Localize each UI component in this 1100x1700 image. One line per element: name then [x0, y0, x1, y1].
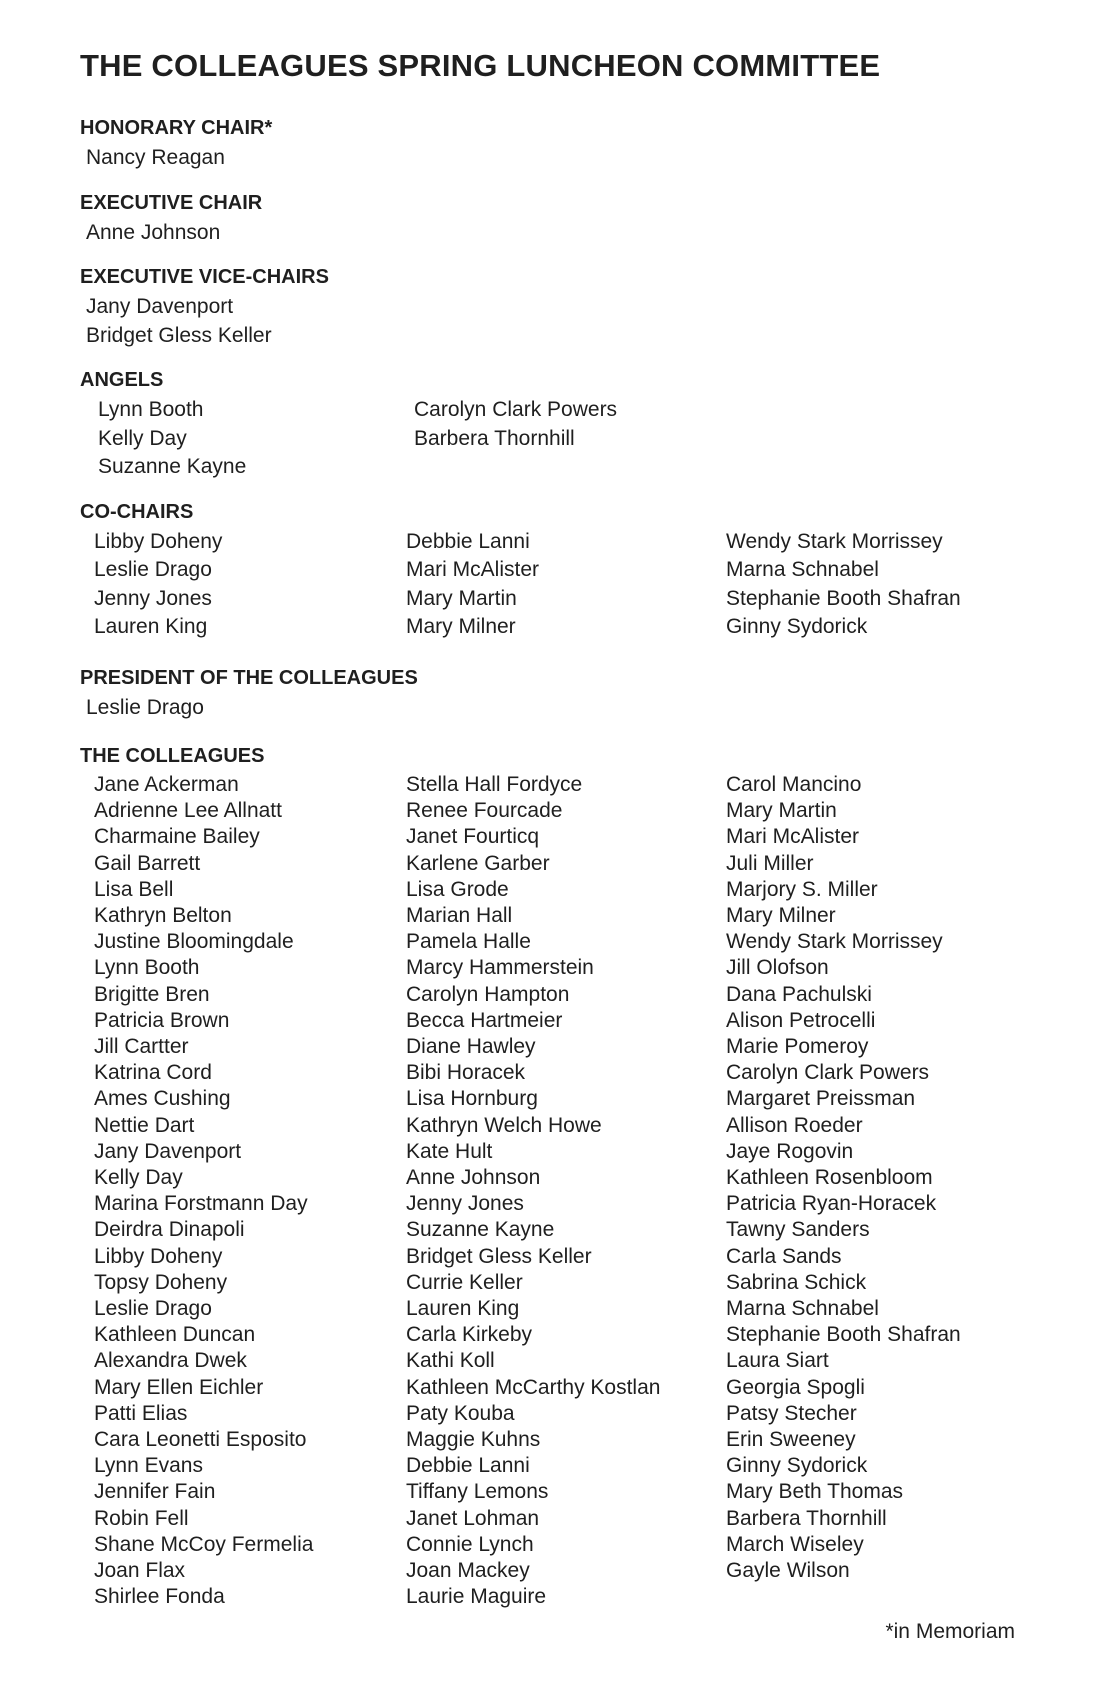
name-column: [86, 396, 402, 482]
name-item: Stephanie Booth Shafran: [726, 1323, 961, 1347]
president-section: [80, 666, 1040, 723]
name-item: Mari McAlister: [726, 825, 860, 849]
name-column: [398, 528, 718, 642]
section-heading: THE COLLEAGUES: [80, 745, 265, 767]
name-item: Jill Cartter: [94, 1035, 189, 1059]
name-item: Alexandra Dwek: [94, 1349, 247, 1373]
section-heading: CO-CHAIRS: [80, 500, 194, 523]
name-column: [86, 528, 398, 642]
name-item: Carolyn Clark Powers: [414, 398, 618, 421]
section-heading: EXECUTIVE CHAIR: [80, 191, 263, 214]
name-column: [86, 772, 398, 1611]
name-column: [718, 772, 1038, 1611]
name-item: Juli Miller: [726, 851, 814, 875]
name-item: Mary Beth Thomas: [726, 1480, 904, 1504]
name-item: Justine Bloomingdale: [94, 930, 294, 954]
name-item: Lynn Evans: [94, 1454, 203, 1478]
page-title: THE COLLEAGUES SPRING LUNCHEON COMMITTEE: [80, 48, 881, 83]
name-column: [402, 396, 726, 482]
name-item: Lynn Booth: [94, 956, 200, 980]
name-item: Carla Kirkeby: [406, 1323, 533, 1347]
name-item: Ginny Sydorick: [726, 615, 868, 638]
name-item: Jennifer Fain: [94, 1480, 216, 1504]
footnote: *in Memoriam: [885, 1620, 1015, 1643]
name-item: Jenny Jones: [406, 1192, 524, 1216]
section-heading: EXECUTIVE VICE-CHAIRS: [80, 266, 329, 288]
name-item: Paty Kouba: [406, 1401, 515, 1425]
name-item: Nettie Dart: [94, 1113, 195, 1137]
name-item: Barbera Thornhill: [414, 426, 575, 450]
name-item: Topsy Doheny: [94, 1270, 228, 1294]
name-item: Stella Hall Fordyce: [406, 773, 583, 796]
name-item: Lisa Hornburg: [406, 1087, 538, 1111]
name-item: Sabrina Schick: [726, 1270, 867, 1294]
name-item: Janet Fourticq: [406, 825, 540, 849]
name-item: Marie Pomeroy: [726, 1035, 869, 1059]
name-item: Renee Fourcade: [406, 799, 563, 823]
name-item: Jill Olofson: [726, 956, 829, 980]
name-item: Janet Lohman: [406, 1506, 540, 1530]
name-item: Suzanne Kayne: [98, 455, 247, 478]
name-item: Brigitte Bren: [94, 982, 210, 1006]
name-item: Kathryn Welch Howe: [406, 1113, 602, 1137]
name-item: Gail Barrett: [94, 851, 201, 875]
name-item: Jaye Rogovin: [726, 1139, 854, 1163]
name-item: Mary Milner: [406, 615, 516, 638]
name-item: Lauren King: [94, 615, 208, 638]
name-item: Bridget Gless Keller: [86, 323, 272, 347]
name-item: March Wiseley: [726, 1532, 864, 1556]
name-item: Stephanie Booth Shafran: [726, 586, 961, 610]
name-item: Nancy Reagan: [86, 146, 225, 169]
name-item: Becca Hartmeier: [406, 1008, 563, 1032]
name-list: [80, 694, 1040, 723]
name-item: Laurie Maguire: [406, 1585, 547, 1609]
name-item: Anne Johnson: [406, 1166, 541, 1190]
section-heading: PRESIDENT OF THE COLLEAGUES: [80, 666, 418, 689]
name-item: Debbie Lanni: [406, 1454, 530, 1478]
name-item: Kate Hult: [406, 1139, 493, 1163]
name-item: Pamela Halle: [406, 930, 531, 954]
co-chairs-section: [80, 500, 1040, 642]
name-item: Marna Schnabel: [726, 558, 879, 581]
name-item: Debbie Lanni: [406, 529, 530, 553]
angels-section: [80, 368, 1040, 482]
name-item: Connie Lynch: [406, 1532, 534, 1556]
name-item: Carla Sands: [726, 1244, 842, 1268]
name-item: Bridget Gless Keller: [406, 1244, 592, 1268]
name-item: Carolyn Hampton: [406, 982, 570, 1006]
name-item: Libby Doheny: [94, 1244, 223, 1268]
name-item: Libby Doheny: [94, 529, 223, 553]
name-item: Lauren King: [406, 1297, 520, 1321]
name-item: Marna Schnabel: [726, 1297, 879, 1321]
name-item: Tawny Sanders: [726, 1218, 870, 1242]
name-item: Kathi Koll: [406, 1349, 495, 1373]
name-columns: [80, 528, 1040, 642]
honorary-chair-section: [80, 116, 1040, 173]
name-item: Shane McCoy Fermelia: [94, 1532, 314, 1556]
executive-chair-section: [80, 191, 1040, 248]
name-item: Marjory S. Miller: [726, 877, 878, 901]
name-item: Diane Hawley: [406, 1035, 536, 1059]
name-item: Laura Siart: [726, 1349, 829, 1373]
name-item: Mary Martin: [406, 586, 517, 610]
name-item: Tiffany Lemons: [406, 1480, 549, 1504]
name-item: Cara Leonetti Esposito: [94, 1428, 307, 1452]
name-item: Dana Pachulski: [726, 982, 872, 1006]
name-item: Barbera Thornhill: [726, 1506, 887, 1530]
name-item: Carolyn Clark Powers: [726, 1061, 930, 1085]
name-item: Leslie Drago: [86, 695, 204, 719]
name-item: Carol Mancino: [726, 773, 862, 796]
section-heading: ANGELS: [80, 369, 164, 391]
name-item: Ginny Sydorick: [726, 1454, 868, 1478]
name-item: Joan Mackey: [406, 1559, 530, 1583]
name-item: Lynn Booth: [98, 398, 204, 421]
name-item: Marian Hall: [406, 904, 513, 928]
name-item: Mari McAlister: [406, 558, 540, 581]
name-item: Deirdra Dinapoli: [94, 1218, 245, 1242]
name-item: Kelly Day: [98, 426, 187, 450]
name-item: Kathleen Duncan: [94, 1323, 256, 1347]
name-item: Kathleen McCarthy Kostlan: [406, 1375, 661, 1399]
name-item: Lisa Grode: [406, 877, 509, 901]
name-item: Gayle Wilson: [726, 1559, 850, 1583]
name-item: Maggie Kuhns: [406, 1428, 541, 1452]
name-item: Anne Johnson: [86, 220, 221, 244]
name-list: [80, 219, 1040, 248]
name-item: Kathleen Rosenbloom: [726, 1166, 933, 1190]
name-item: Leslie Drago: [94, 1297, 212, 1321]
name-item: Erin Sweeney: [726, 1428, 856, 1452]
name-item: Allison Roeder: [726, 1113, 863, 1137]
name-item: Kathryn Belton: [94, 904, 232, 928]
name-item: Patricia Brown: [94, 1008, 230, 1032]
name-item: Patricia Ryan-Horacek: [726, 1192, 937, 1216]
name-item: Marina Forstmann Day: [94, 1192, 308, 1216]
name-item: Suzanne Kayne: [406, 1218, 555, 1242]
name-column: [398, 772, 718, 1611]
colleagues-section: [80, 744, 1040, 1611]
name-item: Mary Milner: [726, 904, 836, 928]
name-item: Georgia Spogli: [726, 1375, 865, 1399]
name-item: Mary Ellen Eichler: [94, 1375, 264, 1399]
name-item: Ames Cushing: [94, 1087, 231, 1111]
name-item: Patti Elias: [94, 1401, 188, 1425]
name-item: Jenny Jones: [94, 586, 212, 610]
name-list: [80, 293, 1040, 350]
name-item: Jane Ackerman: [94, 773, 239, 796]
name-item: Bibi Horacek: [406, 1061, 526, 1085]
name-item: Leslie Drago: [94, 558, 212, 581]
name-item: Charmaine Bailey: [94, 825, 260, 849]
name-item: Currie Keller: [406, 1270, 523, 1294]
name-item: Lisa Bell: [94, 877, 174, 901]
name-columns: [80, 772, 1040, 1611]
name-item: Kelly Day: [94, 1166, 183, 1190]
name-item: Wendy Stark Morrissey: [726, 930, 943, 954]
name-columns: [80, 396, 1040, 482]
executive-vice-chairs-section: [80, 265, 1040, 350]
name-item: Robin Fell: [94, 1506, 189, 1530]
name-item: Katrina Cord: [94, 1061, 212, 1085]
name-item: Wendy Stark Morrissey: [726, 529, 943, 553]
name-item: Joan Flax: [94, 1559, 186, 1583]
name-item: Mary Martin: [726, 799, 837, 823]
name-item: Jany Davenport: [86, 295, 234, 318]
name-item: Shirlee Fonda: [94, 1585, 225, 1609]
name-item: Karlene Garber: [406, 851, 550, 875]
name-list: [80, 144, 1040, 173]
name-item: Marcy Hammerstein: [406, 956, 594, 980]
name-item: Adrienne Lee Allnatt: [94, 799, 282, 823]
name-item: Patsy Stecher: [726, 1401, 857, 1425]
section-heading: HONORARY CHAIR*: [80, 117, 273, 139]
name-column: [718, 528, 1038, 642]
name-item: Alison Petrocelli: [726, 1008, 876, 1032]
name-item: Margaret Preissman: [726, 1087, 916, 1111]
name-item: Jany Davenport: [94, 1139, 242, 1163]
committee-page: [80, 48, 1040, 1629]
